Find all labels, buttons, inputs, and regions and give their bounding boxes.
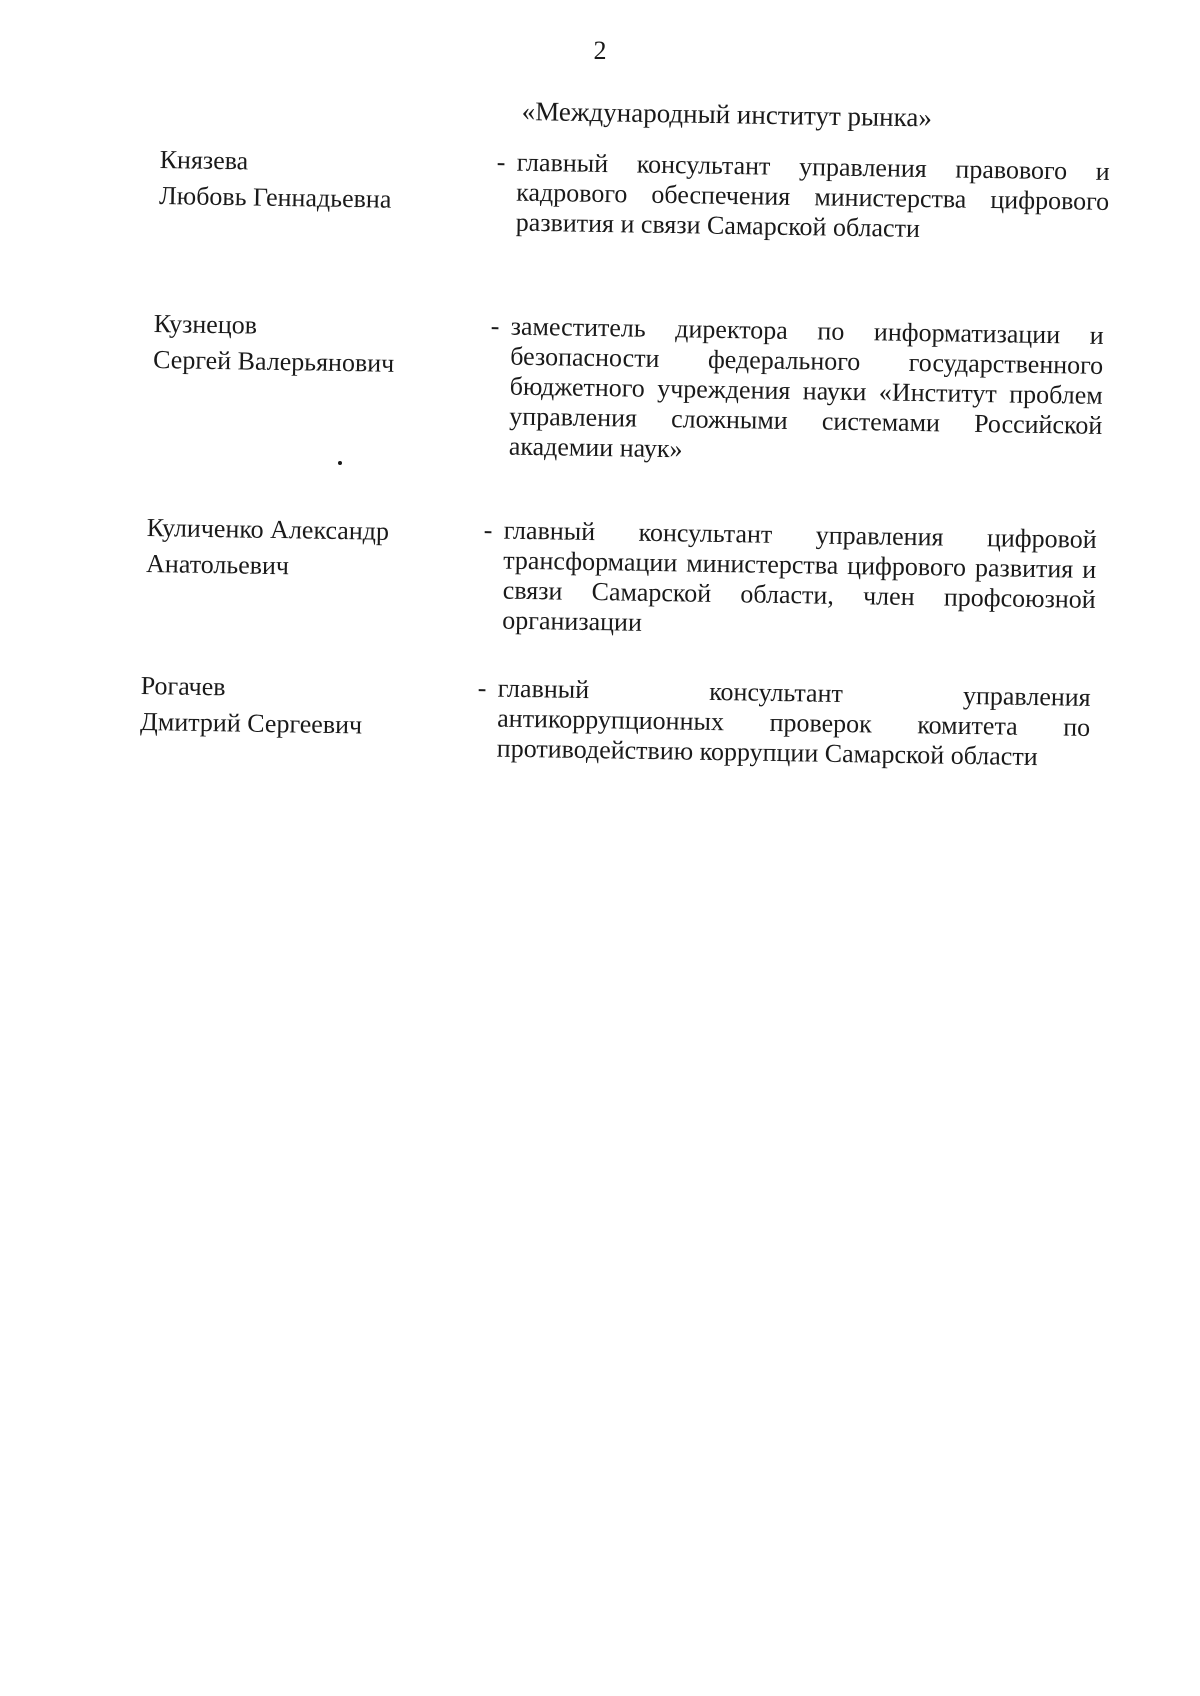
surname: Куличенко Александр (146, 512, 390, 546)
given-names: Анатольевич (145, 548, 290, 581)
position-description: главный консультант управления правового и кадрового обеспечения министерства цифрового развития и связи Самарской области (515, 147, 1110, 243)
person-name (153, 306, 454, 383)
page-number: 2 (593, 36, 607, 65)
position-description: главный консультант управления цифровой трансформации министерства цифрового развития и связи Самарской области, член профсоюзной организации (502, 515, 1097, 637)
surname: Рогачев (140, 670, 226, 702)
dash-separator: - (490, 311, 500, 341)
given-names: Любовь Геннадьевна (158, 180, 392, 214)
list-item-rogachev (138, 668, 1140, 844)
list-item-kuznetsov (151, 306, 1153, 482)
person-name (159, 142, 460, 219)
stray-dot-mark (338, 461, 342, 465)
surname: Князева (159, 144, 249, 176)
position-description: заместитель директора по информатизации и безопасности федерального государственного бюджетного учреждения науки «Институт проблем управления сложными системами Российской академии наук» (508, 311, 1104, 464)
given-names: Дмитрий Сергеевич (139, 706, 363, 740)
continuation-line: «Международный институт рынка» (521, 96, 933, 133)
list-item-kulichenko (144, 510, 1146, 686)
person-name (146, 510, 447, 587)
list-item-kniazeva (157, 142, 1159, 318)
surname: Кузнецов (153, 308, 258, 340)
dash-separator: - (483, 515, 493, 545)
person-name (140, 668, 441, 745)
position-description: главный консультант управления антикоррупционных проверок комитета по противодействию коррупции Самарской области (496, 673, 1091, 772)
dash-separator: - (496, 147, 506, 177)
dash-separator: - (477, 673, 487, 703)
given-names: Сергей Валерьянович (152, 344, 395, 378)
